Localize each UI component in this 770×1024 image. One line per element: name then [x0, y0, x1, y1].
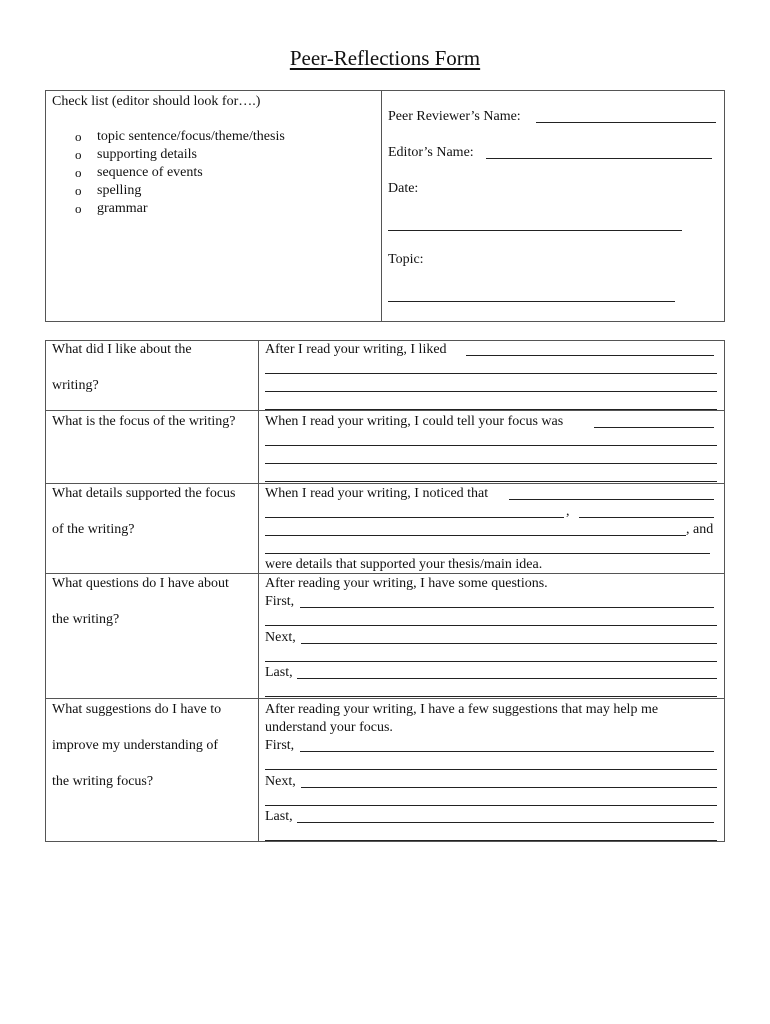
peer-reviewer-label: Peer Reviewer’s Name: — [388, 109, 521, 124]
answer-line[interactable] — [265, 358, 717, 374]
bullet-icon: o — [75, 147, 82, 162]
question-text: of the writing? — [52, 522, 135, 537]
answer-line[interactable] — [509, 484, 714, 500]
checklist-item: topic sentence/focus/theme/thesis — [97, 129, 285, 144]
answer-line[interactable] — [265, 790, 717, 806]
question-text: the writing focus? — [52, 774, 154, 789]
answer-line[interactable] — [265, 394, 717, 410]
answer-line[interactable] — [265, 538, 710, 554]
editor-name-label: Editor’s Name: — [388, 145, 474, 160]
row-divider — [45, 698, 725, 699]
answer-line[interactable] — [265, 376, 717, 392]
answer-line[interactable] — [300, 592, 714, 608]
last-label: Last, — [265, 665, 293, 680]
last-label: Last, — [265, 809, 293, 824]
answer-intro: After reading your writing, I have some questions. — [265, 576, 548, 591]
next-label: Next, — [265, 630, 296, 645]
answer-intro: understand your focus. — [265, 720, 393, 735]
answer-line[interactable] — [265, 430, 717, 446]
answer-line[interactable] — [265, 466, 717, 482]
answer-line[interactable] — [301, 772, 717, 788]
form-title: Peer-Reflections Form — [289, 46, 481, 70]
comma-text: , — [566, 504, 570, 519]
answer-line[interactable] — [265, 520, 686, 536]
bullet-icon: o — [75, 129, 82, 144]
topic-label: Topic: — [388, 252, 424, 267]
header-divider — [381, 90, 382, 322]
answer-prompt: After I read your writing, I liked — [265, 342, 447, 357]
table-divider — [258, 340, 259, 842]
topic-field[interactable] — [388, 286, 675, 302]
answer-intro: After reading your writing, I have a few suggestions that may help me — [265, 702, 659, 717]
bullet-icon: o — [75, 201, 82, 216]
first-label: First, — [265, 738, 295, 753]
bullet-icon: o — [75, 183, 82, 198]
answer-line[interactable] — [301, 628, 717, 644]
answer-line[interactable] — [265, 610, 717, 626]
question-text: improve my understanding of — [52, 738, 219, 753]
answer-line[interactable] — [265, 825, 717, 841]
question-text: the writing? — [52, 612, 120, 627]
answer-line[interactable] — [297, 663, 717, 679]
answer-prompt: When I read your writing, I could tell your focus was — [265, 414, 564, 429]
answer-line[interactable] — [300, 736, 714, 752]
answer-line[interactable] — [594, 412, 714, 428]
next-label: Next, — [265, 774, 296, 789]
answer-closing: were details that supported your thesis/main idea. — [265, 557, 543, 572]
question-text: What did I like about the — [52, 342, 192, 357]
checklist-item: supporting details — [97, 147, 197, 162]
peer-reviewer-name-field[interactable] — [536, 107, 716, 123]
answer-line[interactable] — [265, 646, 717, 662]
checklist-item: sequence of events — [97, 165, 203, 180]
and-text: , and — [686, 522, 714, 537]
checklist-heading: Check list (editor should look for….) — [52, 94, 261, 109]
question-text: What is the focus of the writing? — [52, 414, 236, 429]
date-field[interactable] — [388, 215, 682, 231]
question-text: What questions do I have about — [52, 576, 229, 591]
checklist-item: grammar — [97, 201, 148, 216]
bullet-icon: o — [75, 165, 82, 180]
question-text: writing? — [52, 378, 99, 393]
answer-prompt: When I read your writing, I noticed that — [265, 486, 489, 501]
row-divider — [45, 410, 725, 411]
answer-line[interactable] — [466, 340, 714, 356]
question-text: What details supported the focus — [52, 486, 236, 501]
date-label: Date: — [388, 181, 419, 196]
checklist-item: spelling — [97, 183, 142, 198]
editor-name-field[interactable] — [486, 143, 712, 159]
answer-line[interactable] — [265, 754, 717, 770]
answer-line[interactable] — [265, 448, 717, 464]
answer-line[interactable] — [579, 502, 714, 518]
answer-line[interactable] — [265, 502, 564, 518]
answer-line[interactable] — [265, 681, 717, 697]
first-label: First, — [265, 594, 295, 609]
question-text: What suggestions do I have to — [52, 702, 222, 717]
answer-line[interactable] — [297, 807, 714, 823]
